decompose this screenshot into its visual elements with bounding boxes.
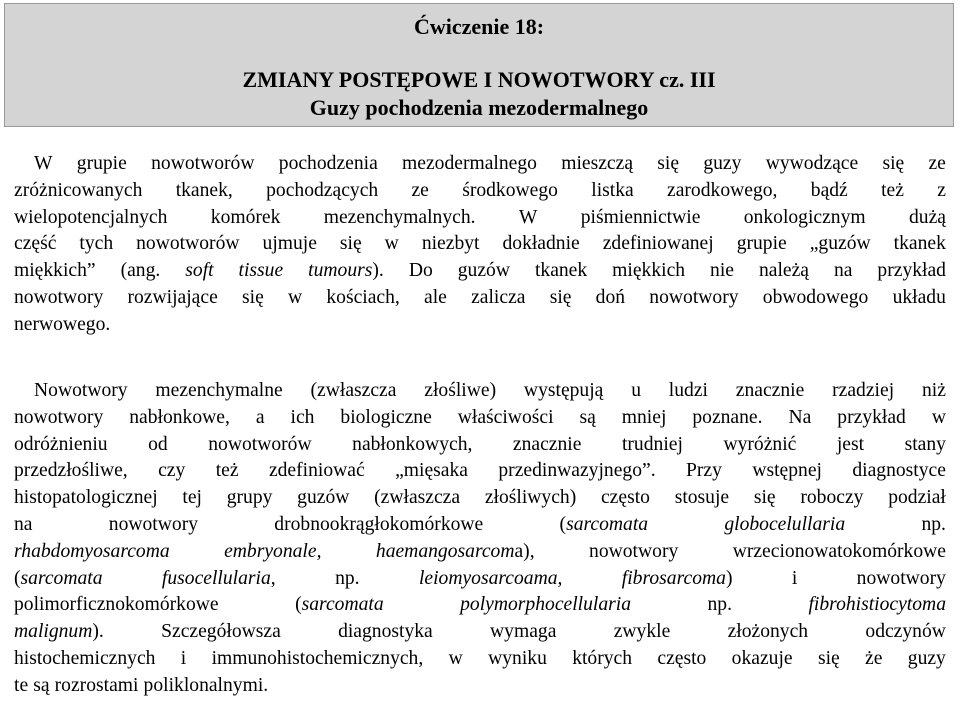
word: nowotwory: [589, 540, 679, 562]
word: przykład: [837, 406, 906, 428]
word: znacznie: [735, 380, 805, 401]
word: „mięsaka: [395, 460, 468, 482]
word: mezenchymalnych.: [323, 206, 476, 228]
word: a: [255, 406, 265, 428]
header-box: [4, 3, 954, 127]
word: których: [572, 647, 633, 669]
paragraph-2: [14, 378, 946, 700]
text-line: [14, 512, 946, 539]
word: z: [937, 179, 946, 201]
word: się: [549, 286, 572, 308]
word: przykład: [877, 260, 946, 282]
text-line: [14, 458, 946, 485]
word: mieszczą: [561, 153, 634, 174]
text-line: [14, 646, 946, 673]
word: biologiczne: [340, 406, 432, 428]
word: występują: [523, 380, 604, 401]
word: roboczy: [800, 487, 864, 509]
word: listka: [591, 179, 634, 201]
word: ludzi: [668, 380, 708, 401]
word: miękkich: [612, 260, 686, 282]
word: też: [215, 460, 239, 482]
word: obwodowego: [762, 286, 869, 308]
word: rzadziej: [832, 380, 895, 401]
word: nowotwory: [856, 567, 946, 589]
word: grupie: [736, 233, 787, 255]
word: nowotwory: [14, 286, 104, 308]
word: nowotwory: [14, 406, 104, 428]
word: przedinwazyjnego”.: [498, 460, 656, 482]
word: przedzłośliwe,: [14, 460, 128, 482]
word: piśmiennictwie: [580, 206, 701, 228]
word: histochemicznych: [14, 647, 156, 669]
word: tkanek: [534, 260, 588, 282]
word: niezbyt: [421, 233, 480, 255]
word: że: [865, 647, 883, 669]
word: zwykle: [613, 621, 671, 643]
word: stosuje: [674, 487, 730, 509]
word: w: [384, 233, 399, 255]
word: się: [242, 286, 264, 308]
word: Szczegółowsza: [161, 621, 281, 643]
word: dużą: [908, 206, 946, 228]
word: się: [817, 647, 840, 669]
word: u: [631, 380, 641, 401]
word: zalicza: [471, 286, 526, 308]
word: zróżnicowanych: [14, 179, 143, 201]
word: często: [657, 647, 707, 669]
word: się: [753, 487, 776, 509]
text-line: [14, 258, 946, 285]
word: diagnostyka: [338, 621, 433, 643]
word: polimorficznokomórkowe: [14, 594, 219, 616]
word: też: [881, 179, 904, 201]
word: podział: [888, 487, 946, 509]
word: odróżnieniu: [14, 433, 108, 455]
word: wielopotencjalnych: [14, 206, 168, 228]
word: (ang.: [120, 260, 161, 282]
text-line: [14, 405, 946, 432]
word: w: [287, 286, 303, 308]
word: ale: [424, 286, 447, 308]
word: często: [600, 487, 650, 509]
text-line: [14, 673, 946, 700]
word: pochodzenia: [278, 153, 378, 174]
word: się: [339, 233, 362, 255]
word: polymorphocellularia: [460, 594, 632, 616]
word: fibrohistiocytoma: [808, 594, 946, 616]
word: złożonych: [727, 621, 809, 643]
text-line: [14, 312, 946, 339]
word: i: [791, 567, 798, 589]
word: (sarcomata: [14, 567, 103, 589]
word: np.: [335, 567, 360, 589]
word: złośliwe): [424, 380, 497, 401]
word: np.: [707, 594, 732, 616]
word: ujmuje: [262, 233, 317, 255]
word: miękkich”: [14, 260, 96, 282]
word: część: [14, 233, 57, 255]
word: wymaga: [490, 621, 557, 643]
word: tumours).: [308, 260, 384, 282]
text-line: [14, 231, 946, 258]
word: się: [657, 153, 680, 174]
word: globocelullaria: [724, 513, 846, 535]
word: dokładnie: [502, 233, 580, 255]
text-line: [14, 539, 946, 566]
word: (zwłaszcza: [374, 487, 461, 509]
word: zdefiniować: [268, 460, 365, 482]
word: nowotworów: [151, 153, 255, 174]
word: kościach,: [326, 286, 400, 308]
text-line: [14, 592, 946, 619]
word: drobnookrągłokomórkowe: [274, 513, 484, 535]
word: wywodzące: [765, 153, 859, 174]
word: się: [882, 153, 905, 174]
word: grupie: [76, 153, 127, 174]
word: rozrostami: [54, 674, 139, 696]
word: znacznie: [512, 433, 582, 455]
word: zarodkowego,: [667, 179, 778, 201]
word: na: [833, 260, 853, 282]
word: tissue: [238, 260, 284, 282]
text-line: [14, 619, 946, 646]
word: haemangosarcoma),: [375, 540, 535, 562]
word: nowotworów: [136, 233, 240, 255]
text-line: [14, 378, 946, 405]
word: w: [931, 406, 946, 428]
word: niż: [921, 380, 946, 401]
word: środkowego: [462, 179, 558, 201]
word: Nowotwory: [34, 380, 128, 401]
word: Do: [408, 260, 433, 282]
word: wrzecionowatokomórkowe: [732, 540, 946, 562]
word: czy: [158, 460, 186, 482]
word: bądź: [810, 179, 848, 201]
word: wyróżnić: [723, 433, 797, 455]
word: stany: [904, 433, 946, 455]
word: poznane.: [692, 406, 763, 428]
word: trudniej: [621, 433, 683, 455]
word: guzy: [703, 153, 742, 174]
text-line: [14, 285, 946, 312]
text-line: [14, 205, 946, 232]
word: fusocellularia,: [161, 567, 276, 589]
word: diagnostyce: [852, 460, 946, 482]
word: guzy: [907, 647, 946, 669]
word: ze: [411, 179, 429, 201]
word: złośliwych): [484, 487, 577, 509]
word: leiomyosarcoama,: [418, 567, 563, 589]
word: tkanek,: [175, 179, 233, 201]
word: tkanek: [893, 233, 946, 255]
word: nabłonkowych,: [352, 433, 473, 455]
word: na: [14, 513, 33, 535]
word: właściwości: [457, 406, 554, 428]
word: immunohistochemicznych,: [211, 647, 424, 669]
subtitle: Guzy pochodzenia mezodermalnego: [309, 95, 649, 120]
word: zdefiniowanej: [602, 233, 714, 255]
text-line: [14, 178, 946, 205]
word: wstępnej: [752, 460, 822, 482]
word: mniej: [621, 406, 667, 428]
paragraph-1: [14, 151, 946, 339]
word: fibrosarcoma): [621, 567, 733, 589]
word: embryonale,: [224, 540, 322, 562]
word: pochodzących: [266, 179, 379, 201]
word: grupy: [226, 487, 273, 509]
word: np.: [921, 513, 946, 535]
word: „guzów: [809, 233, 871, 255]
word: ze: [928, 153, 946, 174]
word: (sarcomata: [559, 513, 649, 535]
topic-title: ZMIANY POSTĘPOWE I NOWOTWORY cz. III: [242, 67, 716, 92]
word: guzów: [297, 487, 350, 509]
word: rozwijające: [127, 286, 218, 308]
word: ich: [290, 406, 315, 428]
word: od: [148, 433, 168, 455]
word: Na: [788, 406, 812, 428]
word: wyniku: [488, 647, 547, 669]
word: jest: [836, 433, 865, 455]
word: tych: [79, 233, 114, 255]
text-line: [14, 432, 946, 459]
word: i: [180, 647, 187, 669]
word: nowotwory: [108, 513, 199, 535]
text-line: [14, 485, 946, 512]
exercise-title: Ćwiczenie 18:: [413, 14, 545, 39]
text-line: [14, 566, 946, 593]
word: doń: [595, 286, 626, 308]
word: guzów: [457, 260, 510, 282]
word: histopatologicznej: [14, 487, 158, 509]
word: komórek: [210, 206, 281, 228]
word: nabłonkowe,: [129, 406, 230, 428]
word: W: [518, 206, 538, 228]
word: te: [14, 674, 29, 696]
word: poliklonalnymi.: [143, 674, 269, 696]
word: soft: [185, 260, 214, 282]
word: malignum).: [14, 621, 104, 643]
word: okazuje: [731, 647, 793, 669]
word: nowotworów: [208, 433, 312, 455]
text-line: [14, 151, 946, 178]
word: W: [34, 153, 53, 174]
word: nowotwory: [649, 286, 739, 308]
word: mezenchymalne: [155, 380, 283, 401]
word: są: [579, 406, 596, 428]
word: w: [448, 647, 463, 669]
word: mezodermalnego: [402, 153, 537, 174]
word: tej: [182, 487, 202, 509]
word: nerwowego.: [14, 313, 111, 335]
word: układu: [892, 286, 946, 308]
word: onkologicznym: [743, 206, 866, 228]
word: odczynów: [865, 621, 946, 643]
word: (sarcomata: [295, 594, 384, 616]
word: (zwłaszcza: [310, 380, 397, 401]
word: są: [33, 674, 50, 696]
word: Przy: [686, 460, 722, 482]
word: nie: [710, 260, 734, 282]
word: należą: [758, 260, 809, 282]
word: rhabdomyosarcoma: [14, 540, 170, 562]
